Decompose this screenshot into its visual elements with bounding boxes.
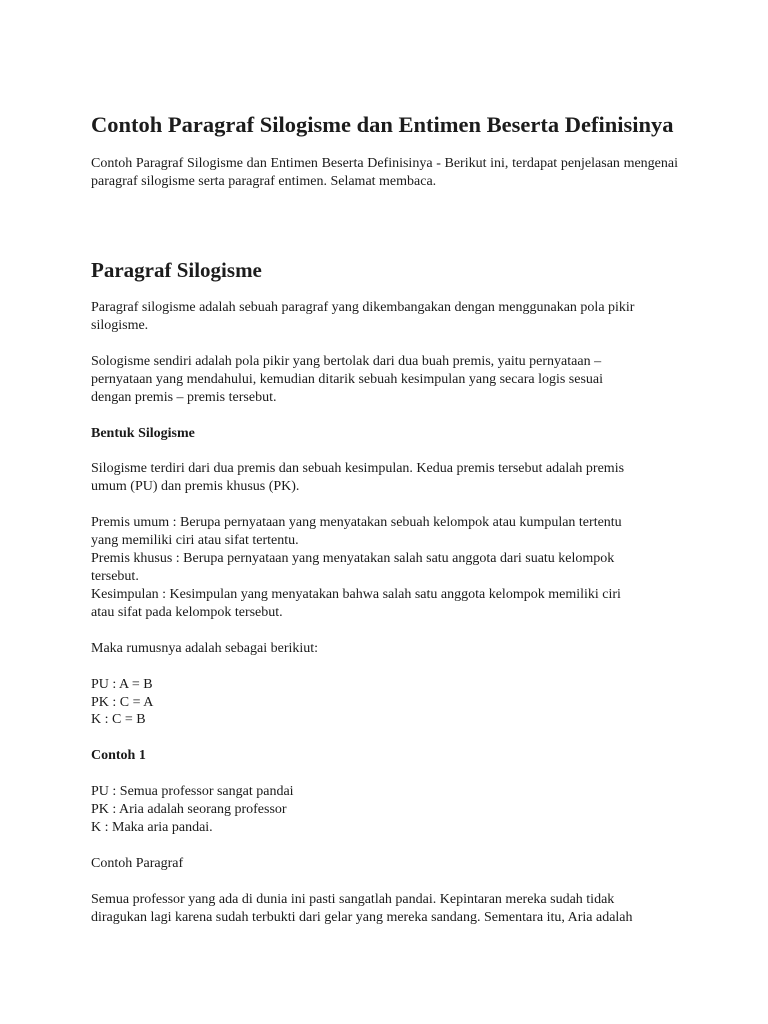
example-line: K : Maka aria pandai. bbox=[91, 820, 213, 836]
paragraph-line: Semua professor yang ada di dunia ini pasti sangatlah pandai. Kepintaran mereka sudah tidak bbox=[91, 891, 615, 907]
document-title: Contoh Paragraf Silogisme dan Entimen Beserta Definisinya bbox=[91, 112, 674, 137]
intro-paragraph: Contoh Paragraf Silogisme dan Entimen Beserta Definisinya - Berikut ini, terdapat penjelasan mengenai paragraf silogisme serta paragraf entimen. Selamat membaca. bbox=[91, 156, 678, 189]
paragraph-line: dengan premis – premis tersebut. bbox=[91, 389, 277, 405]
definition-line: Premis umum : Berupa pernyataan yang menyatakan sebuah kelompok atau kumpulan tertentu bbox=[91, 515, 622, 531]
paragraph-line: Paragraf silogisme adalah sebuah paragraf yang dikembangakan dengan menggunakan pola pikir bbox=[91, 300, 635, 315]
formula-line: PU : A = B bbox=[91, 676, 153, 692]
example-line: PK : Aria adalah seorang professor bbox=[91, 802, 287, 818]
formula-line: K : C = B bbox=[91, 712, 146, 728]
formula-intro: Maka rumusnya adalah sebagai berikiut: bbox=[91, 640, 319, 656]
document-body bbox=[91, 299, 686, 927]
section-title: Paragraf Silogisme bbox=[91, 258, 262, 282]
example-line: PU : Semua professor sangat pandai bbox=[91, 784, 294, 800]
example-paragraph-label: Contoh Paragraf bbox=[91, 855, 184, 871]
definition-line: atau sifat pada kelompok tersebut. bbox=[91, 604, 283, 620]
paragraph-line: pernyataan yang mendahului, kemudian ditarik sebuah kesimpulan yang secara logis sesuai bbox=[91, 371, 604, 387]
paragraph-line: silogisme. bbox=[91, 317, 149, 333]
subheading-bentuk: Bentuk Silogisme bbox=[91, 425, 195, 441]
paragraph-line: diragukan lagi karena sudah terbukti dari gelar yang mereka sandang. Sementara itu, Aria adalah bbox=[91, 909, 633, 925]
formula-line: PK : C = A bbox=[91, 694, 154, 710]
definition-line: yang memiliki ciri atau sifat tertentu. bbox=[91, 533, 299, 549]
paragraph-line: Silogisme terdiri dari dua premis dan sebuah kesimpulan. Kedua premis tersebut adalah premis bbox=[91, 461, 625, 477]
definition-line: Premis khusus : Berupa pernyataan yang menyatakan salah satu anggota dari suatu kelompok bbox=[91, 551, 615, 567]
paragraph-line: Sologisme sendiri adalah pola pikir yang bertolak dari dua buah premis, yaitu pernyataan – bbox=[91, 353, 602, 369]
definition-line: Kesimpulan : Kesimpulan yang menyatakan bahwa salah satu anggota kelompok memiliki ciri bbox=[91, 586, 621, 602]
subheading-contoh: Contoh 1 bbox=[91, 748, 146, 764]
paragraph-line: umum (PU) dan premis khusus (PK). bbox=[91, 479, 300, 495]
definition-line: tersebut. bbox=[91, 568, 139, 584]
